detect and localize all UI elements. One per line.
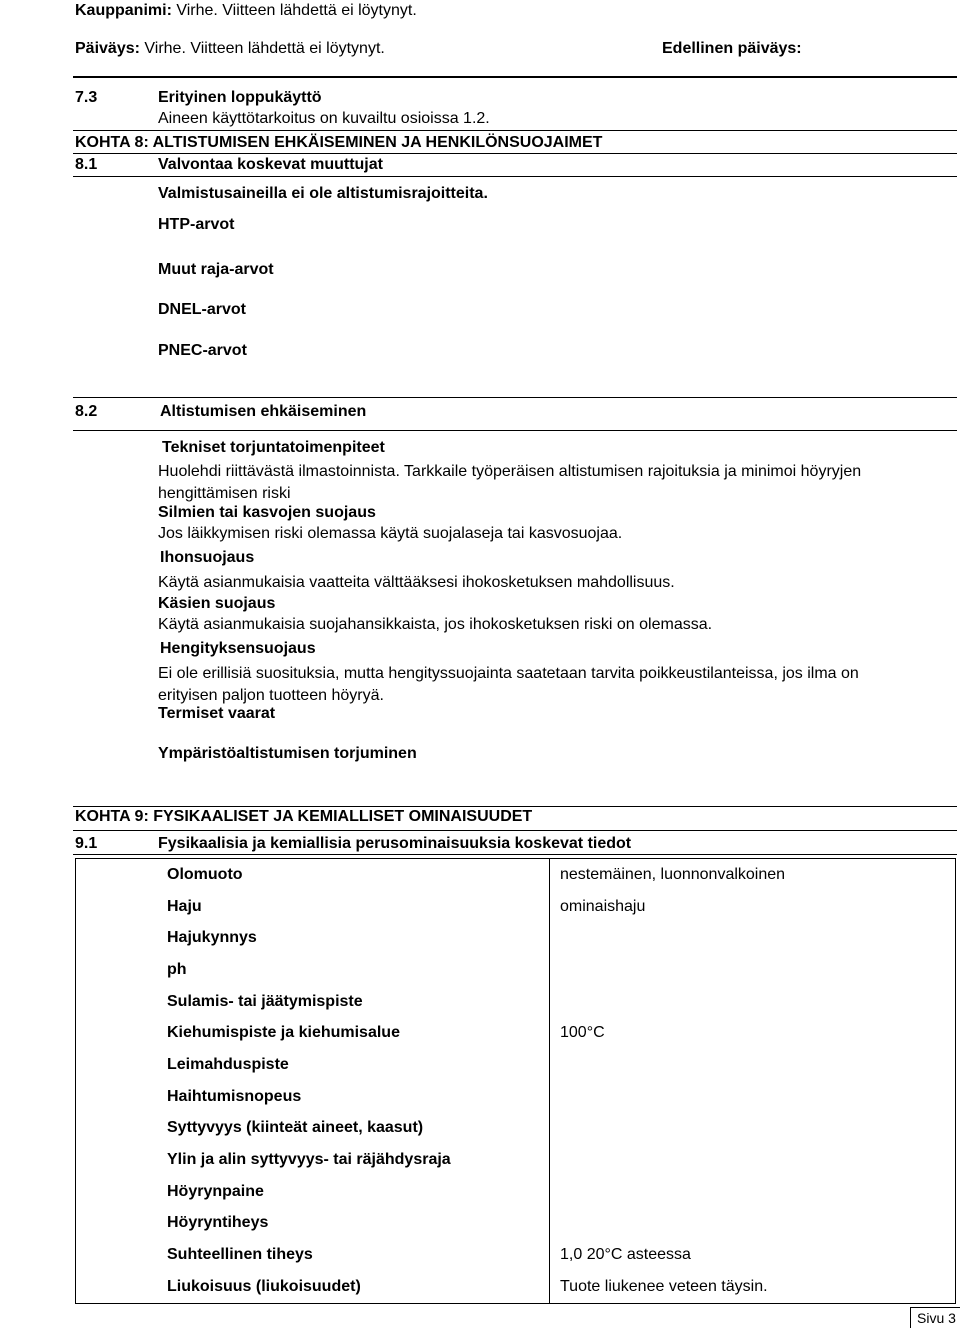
skin-protection-title: Ihonsuojaus [160,549,255,566]
property-label: Liukoisuus (liukoisuudet) [76,1271,550,1303]
respiratory-protection-text: Ei ole erillisiä suosituksia, mutta hengityssuojainta saatetaan tarvita poikkeustilanteissa, jos ilma on erityisen paljon tuotteen höyryä. [158,665,859,704]
divider [73,854,957,855]
section-7-3-title: Erityinen loppukäyttö [158,89,322,106]
divider [73,806,957,807]
section-8-1-number: 8.1 [75,156,98,173]
header-divider [73,76,957,78]
property-value [550,1176,956,1208]
section-7-3-number: 7.3 [75,89,98,106]
property-row [76,859,956,891]
technical-measures-title: Tekniset torjuntatoimenpiteet [162,439,385,456]
section-8-heading: KOHTA 8: ALTISTUMISEN EHKÄISEMINEN JA HENKILÖNSUOJAIMET [75,134,603,151]
property-label: Suhteellinen tiheys [76,1239,550,1271]
divider [73,130,957,131]
section-8-1-title: Valvontaa koskevat muuttujat [158,156,383,173]
property-value [550,1049,956,1081]
section-9-1-title: Fysikaalisia ja kemiallisia perusominaisuuksia koskevat tiedot [158,835,632,852]
property-label: Hajukynnys [76,922,550,954]
trade-name-value: Virhe. Viitteen lähdettä ei löytynyt. [176,2,417,19]
other-limit-values-title: Muut raja-arvot [158,261,274,278]
technical-measures-text: Huolehdi riittävästä ilmastoinnista. Tarkkaile työperäisen altistumisen rajoituksia ja minimoi höyryjen hengittämisen riski [158,463,862,502]
previous-date-label: Edellinen päiväys: [662,40,802,57]
environmental-exposure-title: Ympäristöaltistumisen torjuminen [158,745,417,762]
property-value: nestemäinen, luonnonvalkoinen [550,859,956,891]
section-9-1-number: 9.1 [75,835,98,852]
property-value: ominaishaju [550,891,956,923]
property-value [550,1208,956,1240]
property-row [76,1081,956,1113]
page-number: Sivu 3 [917,1310,956,1326]
date-label: Päiväys: [75,40,140,57]
property-label: ph [76,954,550,986]
divider [73,176,957,177]
property-row [76,1049,956,1081]
property-value: 100°C [550,1017,956,1049]
properties-table [75,858,956,1304]
property-label: Ylin ja alin syttyvyys- tai räjähdysraja [76,1144,550,1176]
property-row [76,1017,956,1049]
respiratory-protection-title: Hengityksensuojaus [160,640,316,657]
property-label: Höyryntiheys [76,1208,550,1240]
trade-name-label: Kauppanimi: [75,2,172,19]
property-label: Höyrynpaine [76,1176,550,1208]
property-row [76,1208,956,1240]
divider [73,830,957,831]
property-value [550,1113,956,1145]
property-row [76,986,956,1018]
property-label: Haihtumisnopeus [76,1081,550,1113]
section-8-1-text: Valmistusaineilla ei ole altistumisrajoitteita. [158,185,488,202]
property-row [76,922,956,954]
property-value: 1,0 20°C asteessa [550,1239,956,1271]
date-value: Virhe. Viitteen lähdettä ei löytynyt. [144,40,385,57]
property-label: Haju [76,891,550,923]
property-row [76,1113,956,1145]
property-row [76,1271,956,1303]
property-row [76,1144,956,1176]
property-label: Kiehumispiste ja kiehumisalue [76,1017,550,1049]
htp-values-title: HTP-arvot [158,216,235,233]
hand-protection-title: Käsien suojaus [158,595,276,612]
trade-name-line [75,2,417,20]
dnel-values-title: DNEL-arvot [158,301,247,318]
property-label: Syttyvyys (kiinteät aineet, kaasut) [76,1113,550,1145]
section-9-heading: KOHTA 9: FYSIKAALISET JA KEMIALLISET OMINAISUUDET [75,808,533,825]
property-row [76,1176,956,1208]
property-value [550,986,956,1018]
eye-protection-text: Jos läikkymisen riski olemassa käytä suojalaseja tai kasvosuojaa. [158,525,623,542]
property-row [76,891,956,923]
property-label: Olomuoto [76,859,550,891]
section-8-2-title: Altistumisen ehkäiseminen [160,403,367,420]
property-value: Tuote liukenee veteen täysin. [550,1271,956,1303]
date-line [75,40,385,58]
page-number-box [910,1307,960,1328]
property-row [76,1239,956,1271]
property-value [550,954,956,986]
section-8-2-number: 8.2 [75,403,98,420]
pnec-values-title: PNEC-arvot [158,342,247,359]
hand-protection-text: Käytä asianmukaisia suojahansikkaista, jos ihokosketuksen riski on olemassa. [158,616,713,633]
property-value [550,922,956,954]
divider [73,397,957,398]
divider [73,430,957,431]
eye-protection-title: Silmien tai kasvojen suojaus [158,504,376,521]
property-value [550,1144,956,1176]
divider [73,153,957,154]
section-7-3-text: Aineen käyttötarkoitus on kuvailtu osioissa 1.2. [158,110,490,127]
property-label: Leimahduspiste [76,1049,550,1081]
property-value [550,1081,956,1113]
skin-protection-text: Käytä asianmukaisia vaatteita välttääksesi ihokosketuksen mahdollisuus. [158,574,675,591]
property-label: Sulamis- tai jäätymispiste [76,986,550,1018]
thermal-hazards-title: Termiset vaarat [158,705,276,722]
property-row [76,954,956,986]
